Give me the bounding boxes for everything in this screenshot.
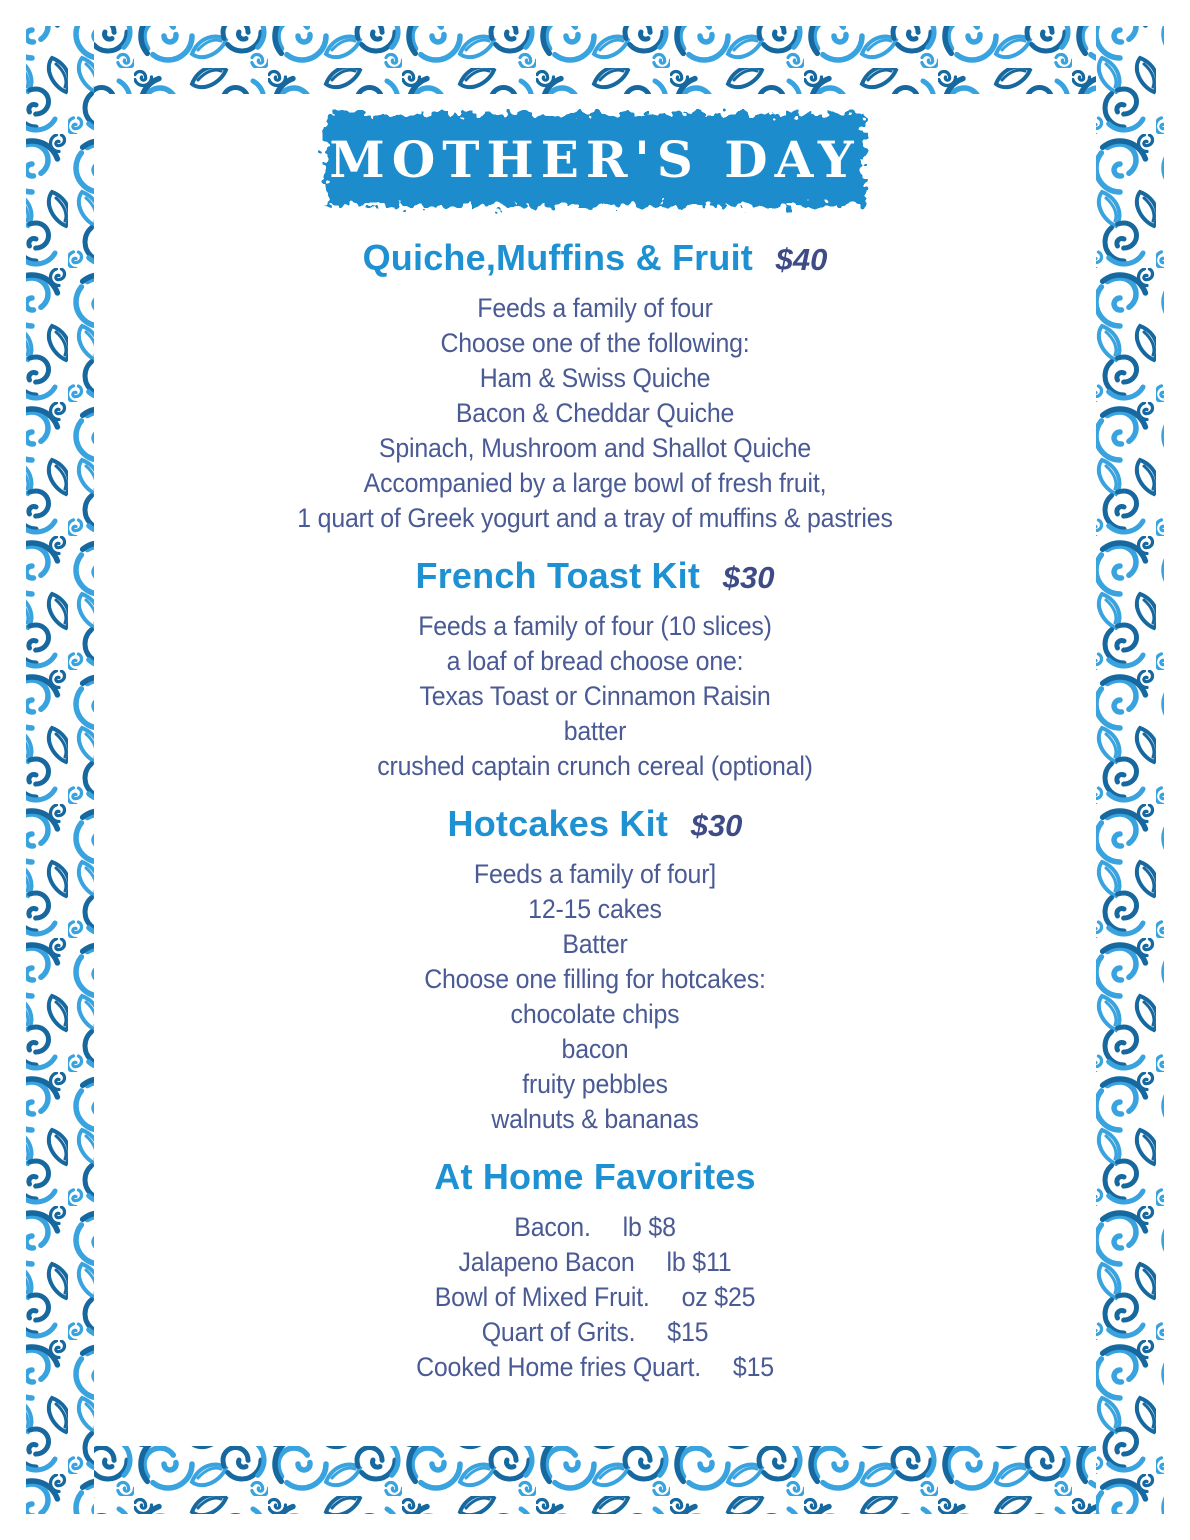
item-name: Quart of Grits. — [481, 1317, 636, 1347]
menu-line: Feeds a family of four (10 slices) — [418, 611, 772, 641]
menu-line: chocolate chips — [510, 999, 680, 1029]
menu-line: 12-15 cakes — [528, 894, 662, 924]
menu-title: MOTHER'S DAY — [329, 130, 861, 189]
menu-line: fruity pebbles — [522, 1069, 668, 1099]
menu-line: Feeds a family of four — [477, 293, 713, 323]
section-at-home-favorites — [110, 1155, 1080, 1385]
section-title: Quiche,Muffins & Fruit — [362, 237, 753, 278]
menu-content — [110, 102, 1080, 1385]
section-hotcakes-kit — [110, 802, 1080, 1137]
item-name: Bacon. — [514, 1212, 591, 1242]
menu-line: Ham & Swiss Quiche — [479, 363, 711, 393]
menu-item — [139, 1315, 1051, 1350]
menu-line: Batter — [562, 929, 628, 959]
menu-item — [139, 1280, 1051, 1315]
menu-line: walnuts & bananas — [491, 1104, 699, 1134]
menu-line: Choose one of the following: — [440, 328, 750, 358]
section-french-toast-kit — [110, 554, 1080, 784]
item-name: Jalapeno Bacon — [458, 1247, 635, 1277]
item-price: $15 — [732, 1352, 774, 1382]
item-price: lb $11 — [666, 1247, 732, 1277]
menu-line: Feeds a family of four] — [473, 859, 717, 889]
section-price: $30 — [722, 560, 775, 595]
section-title: At Home Favorites — [434, 1156, 756, 1197]
menu-item — [139, 1210, 1051, 1245]
section-quiche-muffins-fruit — [110, 236, 1080, 536]
menu-line: batter — [563, 716, 627, 746]
section-price: $30 — [690, 808, 743, 843]
menu-item — [139, 1350, 1051, 1385]
section-heading — [110, 554, 1080, 603]
section-title: Hotcakes Kit — [447, 803, 669, 844]
menu-line: Texas Toast or Cinnamon Raisin — [419, 681, 771, 711]
item-name: Cooked Home fries Quart. — [416, 1352, 701, 1382]
item-price: $15 — [667, 1317, 709, 1347]
menu-line: bacon — [561, 1034, 629, 1064]
item-price: lb $8 — [622, 1212, 676, 1242]
menu-item — [139, 1245, 1051, 1280]
menu-line: Choose one filling for hotcakes: — [424, 964, 766, 994]
item-price: oz $25 — [681, 1282, 756, 1312]
section-title: French Toast Kit — [415, 555, 701, 596]
menu-line: Bacon & Cheddar Quiche — [455, 398, 735, 428]
menu-line: Accompanied by a large bowl of fresh fruit, — [363, 468, 827, 498]
section-heading — [110, 802, 1080, 851]
menu-line: 1 quart of Greek yogurt and a tray of muffins & pastries — [297, 503, 893, 533]
item-name: Bowl of Mixed Fruit. — [434, 1282, 650, 1312]
menu-line: Spinach, Mushroom and Shallot Quiche — [378, 433, 812, 463]
section-heading — [110, 1155, 1080, 1204]
section-heading — [110, 236, 1080, 285]
menu-line: a loaf of bread choose one: — [446, 646, 744, 676]
section-price: $40 — [775, 242, 828, 277]
menu-line: crushed captain crunch cereal (optional) — [377, 751, 813, 781]
title-banner — [285, 102, 905, 218]
